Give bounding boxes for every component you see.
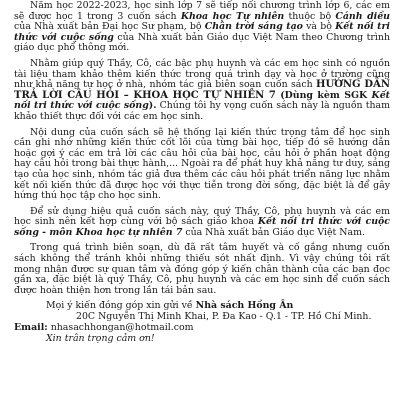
text-segment-bold: (Dùng kèm SGK (275, 89, 372, 101)
text-segment: Trong quá trình biên soạn, dù đã rất tâm huyết và cố gắng nhưng cuốn sách không thể tránh khỏi những thiếu sót nhất định. Vì vậy chúng tôi rất mong nhận được sự quan tâm và đóng góp ý kiến chân thành của các bạn đọc gần xa, đặc biệt là quý Thầy, Cô, phụ huynh và các em học sinh để cuốn sách được hoàn thiện hơn trong lần tái bản sau. (14, 242, 390, 296)
text-segment: thuộc bộ (284, 10, 336, 22)
contact-address: 20C Nguyễn Thị Minh Khai, P. Đa Kao - Q.1 - TP. Hồ Chí Minh. (76, 311, 372, 323)
text-segment-bold: ). (148, 100, 157, 112)
email-address: nhasachhongan@hotmail.com (47, 321, 194, 333)
text-segment: Để sử dụng hiệu quả cuốn sách này, quý Thầy, Cô, phụ huynh và các em học sinh nên kết hợp cùng với bộ sách giáo khoa (14, 205, 390, 228)
paragraph-intro (14, 1, 390, 54)
text-segment: Năm học 2022-2023, học sinh lớp 7 sẽ tiếp nối chương trình lớp 6, các em sẽ được học 1 trong 3 cuốn sách (14, 0, 390, 22)
text-segment: của Nhà xuất bản Giáo dục Việt Nam. (182, 226, 365, 238)
text-segment: Chúng tôi hy vọng cuốn sách này là nguồn tham khảo thiết thực đối với các em học sinh. (14, 100, 390, 122)
paragraph-purpose (14, 59, 390, 123)
paragraph-feedback (14, 243, 390, 296)
series-ket-noi-tri-thuc: Kết nối tri thức với cuộc sống (14, 21, 390, 43)
thanks-line: Xin trân trọng cảm ơn! (46, 333, 155, 345)
contact-block (14, 301, 390, 344)
contact-email-line (14, 323, 390, 334)
textbook-title: Kết nối tri thức với cuộc sống - môn Khoa học tự nhiên 7 (14, 216, 390, 238)
email-label: Email: (14, 321, 48, 333)
paragraph-content (14, 128, 390, 202)
book-title-khtn: Khoa học Tự nhiên (180, 10, 285, 22)
text-segment: Nhằm giúp quý Thầy, Cô, các bậc phụ huynh và các em học sinh có nguồn tài liệu tham khảo thêm kiến thức trong quá trình dạy và học ở trường cũng như khả năng tự học ở nhà, nhóm tác giả biên soạn cuốn sách (14, 57, 390, 91)
text-segment: Nội dung của cuốn sách sẽ hệ thống lại kiến thức trọng tâm để học sinh cần ghi nhớ những kiến thức cốt lõi của từng bài học, tiếp đó sẽ hướng dẫn hoặc gợi ý các em trả lời các câu hỏi của bài học, câu hỏi ở phần hoạt động hay câu hỏi trong bài thực hành,... Ngoài ra để phát huy khả năng tư duy, sáng tạo của học sinh, nhóm tác giả đưa thêm các câu hỏi phát triển năng lực nhằm kết nối kiến thức đã được học với thực tiễn trong đời sống, đặc biệt là để gây hứng thú học tập cho học sinh. (14, 126, 390, 202)
contact-intro: Mọi ý kiến đóng góp xin gửi về (46, 300, 196, 312)
series-chan-troi-sang-tao: Chân trời sáng tạo (204, 21, 303, 33)
series-ket-noi-tri-thuc: Kết nối tri thức với cuộc sống (14, 89, 390, 112)
publisher-name: Nhà sách Hồng Ân (195, 300, 294, 312)
text-segment: và bộ (302, 21, 336, 33)
paragraph-usage (14, 207, 390, 239)
series-canh-dieu: Cánh diều (335, 10, 390, 22)
book-title-caps: HƯỚNG DẪN TRẢ LỜI CÂU HỎI – KHOA HỌC TỰ NHIÊN 7 (14, 79, 390, 101)
text-segment: của Nhà xuất bản Đại học Sư phạm, bộ (14, 21, 205, 33)
text-segment: của Nhà xuất bản Giáo dục Việt Nam theo Chương trình giáo dục phổ thông mới. (14, 31, 390, 54)
